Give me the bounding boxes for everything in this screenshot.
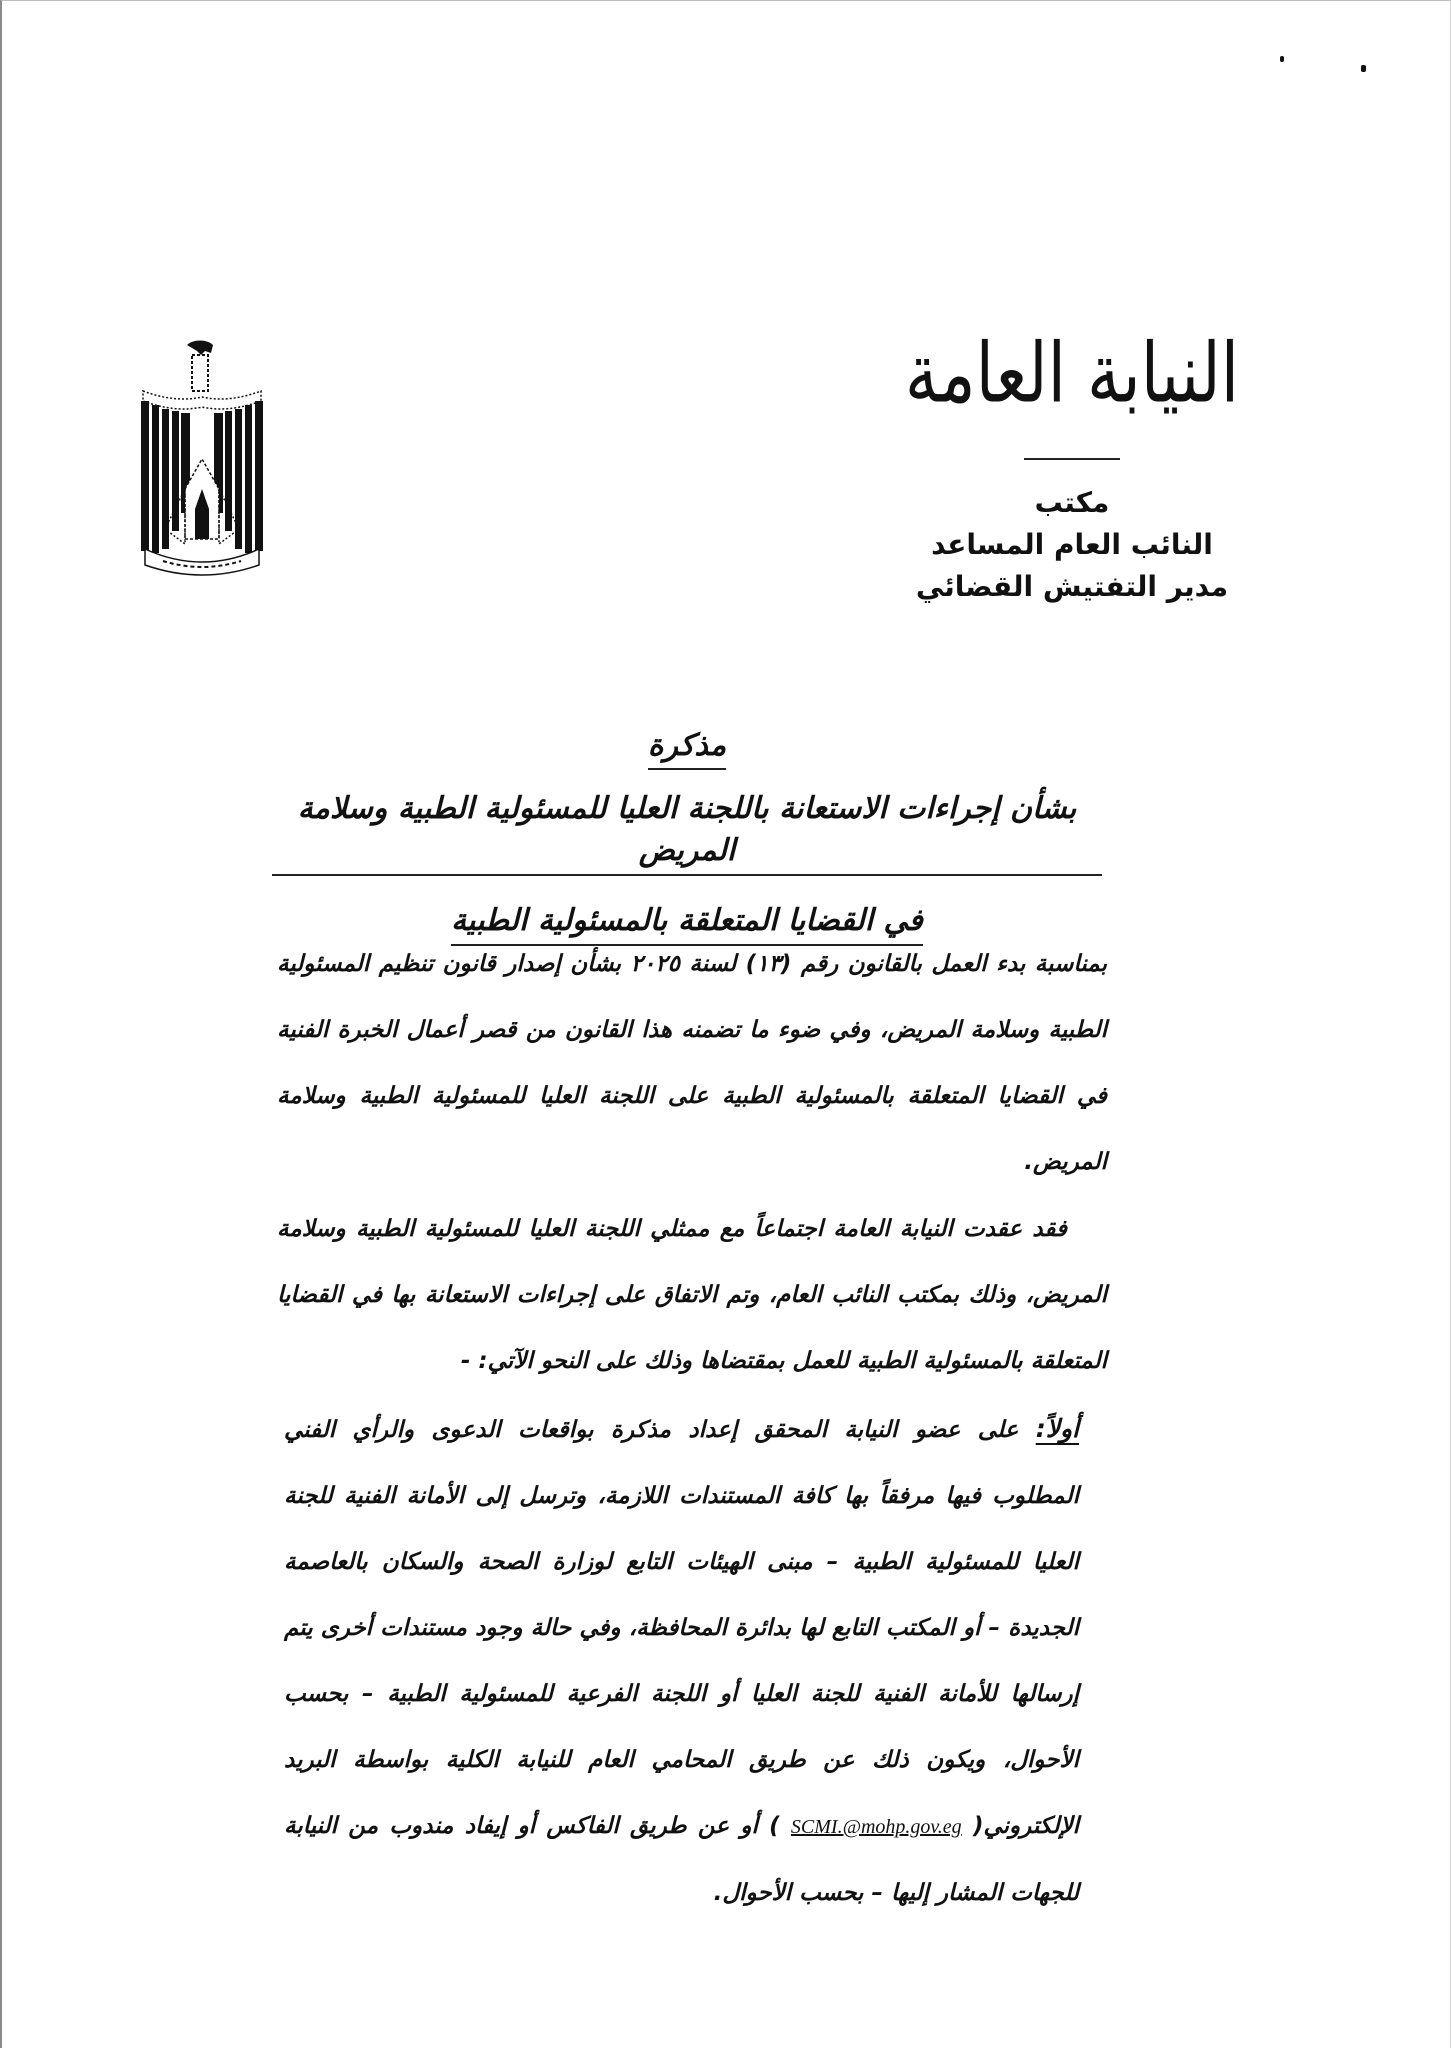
item-text-continued: ) أو عن طريق الفاكس أو إيفاد مندوب من النيابة للجهات المشار إليها – بحسب الأحوال. (284, 1813, 1079, 1906)
office-line: النائب العام المساعد (931, 527, 1213, 561)
organization-name: النيابة العامة (904, 325, 1240, 422)
procedure-item-first (284, 1396, 1079, 1926)
memo-heading (272, 726, 1102, 946)
body-paragraph-intro: بمناسبة بدء العمل بالقانون رقم (١٣) لسنة ٢٠٢٥ بشأن إصدار قانون تنظيم المسئولية الطبية وسلامة المريض، وفي ضوء ما تضمنه هذا القانون من قصر أعمال الخبرة الفنية في القضايا المتعلقة بالمسئولية الطبية على اللجنة العليا للمسئولية الطبية وسلامة المريض. (277, 951, 1107, 1175)
letterhead (902, 321, 1242, 608)
item-label: أولاً: (1035, 1414, 1079, 1443)
memo-subject-line-2: في القضايا المتعلقة بالمسئولية الطبية (451, 900, 923, 946)
body-paragraph-meeting: فقد عقدت النيابة العامة اجتماعاً مع ممثلي اللجنة العليا للمسئولية الطبية وسلامة المريض، وذلك بمكتب النائب العام، وتم الاتفاق على إجراءات الاستعانة بها في القضايا المتعلقة بالمسئولية الطبية للعمل بمقتضاها وذلك على النحو الآتي: - (277, 1216, 1107, 1374)
header-divider (1024, 458, 1120, 460)
scan-speck (1280, 56, 1284, 62)
egypt-eagle-emblem-icon (135, 339, 269, 579)
office-title (902, 482, 1242, 608)
item-text: على عضو النيابة المحقق إعداد مذكرة بواقعات الدعوى والرأي الفني المطلوب فيها مرفقاً بها كافة المستندات اللازمة، وترسل إلى الأمانة الفنية للجنة العليا للمسئولية الطبية – مبنى الهيئات التابع لوزارة الصحة والسكان بالعاصمة الجديدة – أو المكتب التابع لها بدائرة المحافظة، وفي حالة وجود مستندات أخرى يتم إرسالها للأمانة الفنية للجنة العليا أو اللجنة الفرعية للمسئولية الطبية – بحسب الأحوال، ويكون ذلك عن طريق المحامي العام للنيابة الكلية بواسطة البريد الإلكتروني( (284, 1417, 1079, 1839)
scan-speck (1361, 65, 1366, 72)
email-link[interactable]: SCMI.@mohp.gov.eg (790, 1816, 962, 1838)
memo-title: مذكرة (648, 726, 726, 770)
memo-subject-line-1: بشأن إجراءات الاستعانة باللجنة العليا للمسئولية الطبية وسلامة المريض (272, 788, 1102, 876)
office-line: مكتب (1034, 485, 1110, 519)
office-line: مدير التفتيش القضائي (915, 569, 1229, 603)
